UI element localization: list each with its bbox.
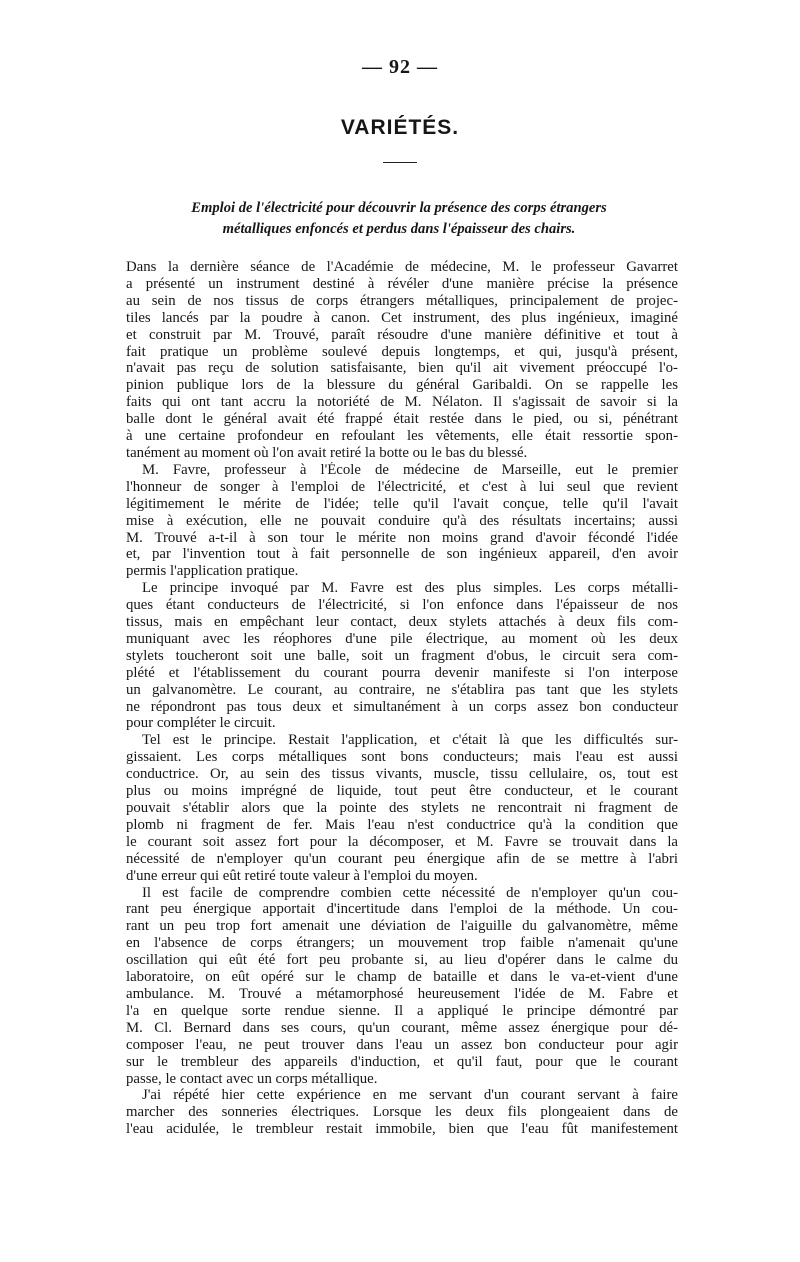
body-line: Le principe invoqué par M. Favre est des plus simples. Les corps métalli- <box>142 580 678 597</box>
page-number: — 92 — <box>362 56 438 78</box>
body-line: plomb ni fragment de fer. Mais l'eau n'est conductrice qu'à la condition que <box>126 816 678 833</box>
body-line: plété et l'établissement du courant pourra devenir manifeste si l'on interpose <box>126 664 678 681</box>
body-line: tiles lancés par la poudre à canon. Cet instrument, des plus ingénieux, imaginé <box>126 309 678 326</box>
body-line: gissaient. Les corps métalliques sont bons conducteurs; mais l'eau est aussi <box>126 749 678 766</box>
body-line: permis l'application pratique. <box>126 563 299 580</box>
body-line: pinion publique lors de la blessure du général Garibaldi. On se rappelle les <box>126 377 678 394</box>
body-line: faits qui ont tant accru la notoriété de M. Nélaton. Il s'agissait de savoir si la <box>126 394 678 411</box>
body-line: marcher des sonneries électriques. Lorsque les deux fils plongeaient dans de <box>126 1104 678 1121</box>
body-line: Il est facile de comprendre combien cette nécessité de n'employer qu'un cou- <box>142 884 678 901</box>
body-line: pour compléter le circuit. <box>126 715 276 732</box>
body-line: ne répondront pas tous deux et simultanément à un corps assez bon conducteur <box>126 698 678 715</box>
article-subtitle <box>120 198 678 240</box>
body-line: n'avait pas reçu de solution satisfaisante, bien qu'il ait vivement préoccupé l'o- <box>126 360 678 377</box>
body-line: muniquant avec les réophores d'une pile électrique, au moment où les deux <box>126 630 678 647</box>
body-line: Tel est le principe. Restait l'application, et c'était là que les difficultés sur- <box>142 732 678 749</box>
body-line: oscillation qui eût été fort peu probante si, au lieu d'opérer dans le calme du <box>126 952 678 969</box>
body-line: au sein de nos tissus de corps étrangers métalliques, principalement de projec- <box>126 292 678 309</box>
body-line: l'honneur de songer à l'emploi de l'électricité, et c'est à lui seul que revient <box>126 478 678 495</box>
body-line: pouvait s'établir alors que la pointe des stylets ne rencontrait ni fragment de <box>126 800 678 816</box>
body-line: a présenté un instrument destiné à révéler d'une manière précise la présence <box>126 275 678 292</box>
body-line: M. Favre, professeur à l'École de médecine de Marseille, eut le premier <box>142 461 678 478</box>
body-line: rant peu énergique apportait d'incertitude dans l'emploi de la méthode. Un cou- <box>126 901 678 918</box>
body-line: légitimement le mérite de l'idée; telle qu'il l'avait conçue, telle qu'il l'avait <box>126 495 678 512</box>
body-line: sur le trembleur des appareils d'induction, et qu'il faut, pour que le courant <box>126 1053 678 1070</box>
subtitle-line: Emploi de l'électricité pour découvrir la présence des corps étrangers <box>191 200 607 216</box>
body-line: d'une erreur qui eût retiré toute valeur à l'emploi du moyen. <box>126 867 478 884</box>
body-line: en l'absence de corps étrangers; un mouvement trop faible n'amenait qu'une <box>126 935 678 952</box>
body-line: l'eau acidulée, le trembleur restait immobile, bien que l'eau fût manifestement <box>126 1121 678 1138</box>
body-line: stylets toucheront soit une balle, soit un fragment d'obus, le circuit sera com- <box>126 647 678 664</box>
body-line: nécessité de n'employer qu'un courant peu énergique afin de se mettre à l'abri <box>126 850 678 867</box>
body-line: à une certaine profondeur en refoulant les vêtements, elle était ressortie spon- <box>126 428 678 445</box>
body-line: M. Trouvé a-t-il à son tour le mérite non moins grand d'avoir fécondé l'idée <box>126 529 678 546</box>
body-line: un galvanomètre. Le courant, au contraire, ne s'établira pas tant que les stylets <box>126 681 678 698</box>
body-line: le courant soit assez fort pour la décomposer, et M. Favre se trouvait dans la <box>126 833 678 850</box>
body-line: mise à exécution, elle ne pouvait conduire qu'à des résultats incertains; aussi <box>126 512 678 529</box>
body-line: l'a en quelque sorte rendue sienne. Il a appliqué le principe démontré par <box>126 1002 678 1019</box>
body-line: plus ou moins imprégné de liquide, tout peut être conducteur, et le courant <box>126 783 678 800</box>
body-line: passe, le contact avec un corps métallique. <box>126 1070 378 1087</box>
body-line: rant un peu trop fort amenait une déviation de l'aiguille du galvanomètre, même <box>126 918 678 935</box>
body-line: Dans la dernière séance de l'Académie de médecine, M. le professeur Gavarret <box>126 259 678 275</box>
body-line: ques étant conducteurs de l'électricité, si l'on enfonce dans l'épaisseur de nos <box>126 597 678 614</box>
body-line: tissus, mais en empêchant leur contact, deux stylets attachés à deux fils com- <box>126 614 678 631</box>
section-title: VARIÉTÉS. <box>340 116 460 139</box>
subtitle-line: métalliques enfoncés et perdus dans l'épaisseur des chairs. <box>222 221 576 237</box>
body-line: balle dont le général avait été frappé était restée dans le pied, ou si, pénétrant <box>126 411 678 428</box>
body-line: composer l'eau, ne peut trouver dans l'eau un assez bon conducteur pour agir <box>126 1036 678 1053</box>
body-line: M. Cl. Bernard dans ses cours, qu'un courant, même assez énergique pour dé- <box>126 1019 678 1036</box>
title-rule <box>383 162 417 163</box>
body-line: fait pratique un problème soulevé depuis longtemps, et qui, jusqu'à présent, <box>126 343 678 360</box>
body-line: tanément au moment où l'on avait retiré la botte ou le bas du blessé. <box>126 444 528 461</box>
body-line: conductrice. Or, au sein des tissus vivants, muscle, tissu cellulaire, os, tout est <box>126 766 678 783</box>
body-line: et construit par M. Trouvé, paraît résoudre d'une manière définitive et tout à <box>126 326 678 343</box>
body-line: J'ai répété hier cette expérience en me servant d'un courant servant à faire <box>142 1087 678 1104</box>
article-body <box>126 259 678 1138</box>
body-line: laboratoire, on eût opéré sur le champ de bataille et dans le va-et-vient d'une <box>126 969 678 986</box>
body-line: et, par l'invention tout à fait personnelle de son ingénieux appareil, d'en avoir <box>126 546 678 563</box>
body-line: ambulance. M. Trouvé a métamorphosé heureusement l'idée de M. Fabre et <box>126 985 678 1002</box>
